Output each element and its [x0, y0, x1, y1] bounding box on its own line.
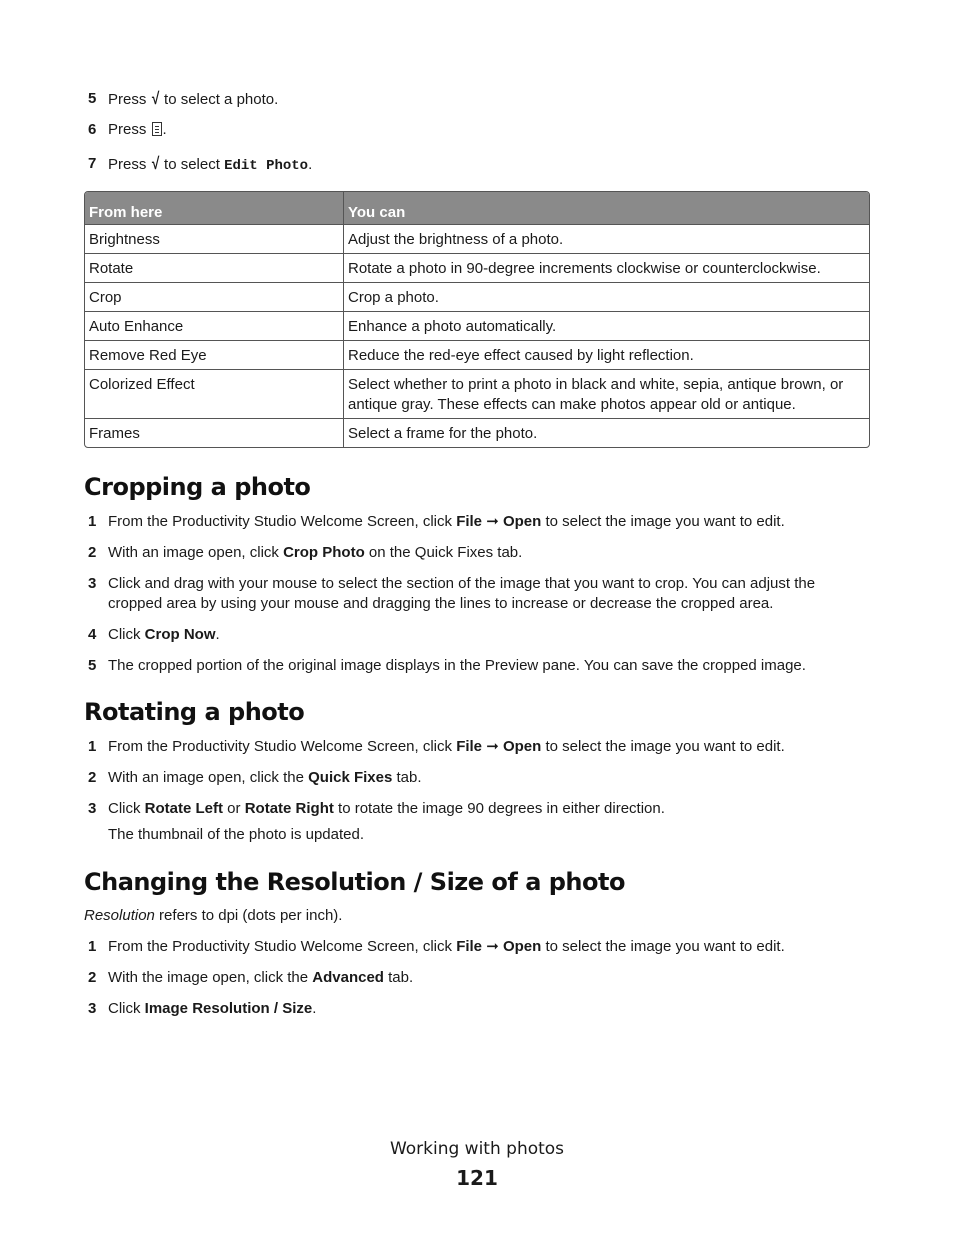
- table-row: [85, 369, 869, 418]
- table-cell: Adjust the brightness of a photo.: [348, 231, 564, 248]
- term-emphasis: Resolution: [84, 907, 155, 924]
- table-cell: Rotate a photo in 90-degree increments clockwise or counterclockwise.: [344, 253, 869, 282]
- step-text: Click and drag with your mouse to select the section of the image that you want to crop. You can adjust the cropped area by using your mouse and dragging the lines to increase or decrease the cropped area.: [108, 575, 816, 612]
- code-text: Edit Photo: [224, 158, 309, 174]
- column-header-from-here: From here: [85, 192, 344, 225]
- menu-open: Open: [502, 938, 542, 955]
- step-text: Press: [108, 156, 151, 173]
- table-cell: Enhance a photo automatically.: [344, 311, 869, 340]
- step-number: 2: [88, 769, 97, 786]
- step-number: 5: [88, 657, 97, 674]
- table-row: [85, 418, 869, 447]
- table-cell: Remove Red Eye: [85, 340, 344, 369]
- step-number: 2: [88, 544, 97, 561]
- step-text: to select a photo.: [159, 91, 279, 108]
- step-number: 1: [88, 938, 97, 955]
- table-cell: Crop a photo.: [344, 282, 869, 311]
- table-cell: Select whether to print a photo in black and white, sepia, antique brown, or antique gray. These effects can make photos appear old or antique.: [344, 369, 869, 418]
- table-row: [85, 253, 869, 282]
- step-text: From the Productivity Studio Welcome Screen, click: [108, 738, 457, 755]
- checkmark-icon: √: [151, 154, 159, 173]
- menu-open: Open: [502, 513, 542, 530]
- step-text: From the Productivity Studio Welcome Screen, click: [108, 938, 457, 955]
- step-text: to select the image you want to edit.: [541, 738, 785, 755]
- table-cell: Crop: [85, 282, 344, 311]
- column-header-you-can: You can: [344, 192, 869, 225]
- step-text: or: [223, 800, 245, 817]
- intro-text: refers to dpi (dots per inch).: [154, 907, 343, 924]
- step-text: .: [308, 156, 313, 173]
- step-number: 1: [88, 513, 97, 530]
- step-text: Click: [108, 1000, 145, 1017]
- step-text: The cropped portion of the original image displays in the Preview pane. You can save the cropped image.: [108, 657, 806, 674]
- menu-file: File: [456, 513, 483, 530]
- table-row: [85, 225, 869, 253]
- menu-icon: [152, 122, 162, 136]
- menu-file: File: [456, 738, 483, 755]
- ui-term: Advanced: [312, 969, 384, 986]
- resolution-intro: [84, 906, 342, 926]
- ui-term: Crop Photo: [283, 544, 365, 561]
- table-cell: Rotate: [85, 253, 344, 282]
- ui-term: Crop Now: [144, 626, 216, 643]
- step-number: 5: [88, 90, 97, 107]
- step-number: 4: [88, 626, 97, 643]
- step-text: tab.: [392, 769, 422, 786]
- step-text: .: [162, 121, 167, 138]
- table-cell: Select a frame for the photo.: [344, 418, 869, 447]
- step-number: 3: [88, 575, 97, 592]
- step-number: 6: [88, 121, 97, 138]
- table-row: [85, 340, 869, 369]
- edit-photo-options-table: [84, 191, 870, 448]
- arrow-icon: ➞: [482, 738, 503, 755]
- step-text: From the Productivity Studio Welcome Screen, click: [108, 513, 457, 530]
- table-cell: Auto Enhance: [85, 311, 344, 340]
- ui-term: Image Resolution / Size: [144, 1000, 313, 1017]
- rotating-note: The thumbnail of the photo is updated.: [108, 826, 365, 843]
- footer-chapter-title: Working with photos: [389, 1139, 565, 1159]
- table-row: [85, 311, 869, 340]
- arrow-icon: ➞: [482, 513, 503, 530]
- step-text: Click: [108, 626, 145, 643]
- step-text: tab.: [383, 969, 414, 986]
- heading-rotating: Rotating a photo: [84, 698, 305, 726]
- table-row: [85, 282, 869, 311]
- table-header-row: [85, 192, 869, 225]
- step-text: .: [215, 626, 220, 643]
- checkmark-icon: √: [151, 89, 159, 108]
- table-cell: Brightness: [85, 225, 344, 253]
- step-number: 3: [88, 800, 97, 817]
- step-text: With an image open, click: [108, 544, 284, 561]
- step-number: 7: [88, 155, 97, 172]
- page-number: 121: [456, 1166, 498, 1190]
- step-text: With an image open, click the: [108, 769, 309, 786]
- step-text: Press: [108, 91, 151, 108]
- arrow-icon: ➞: [482, 938, 503, 955]
- step-text: to rotate the image 90 degrees in either direction.: [333, 800, 665, 817]
- menu-open: Open: [502, 738, 542, 755]
- step-text: With the image open, click the: [108, 969, 313, 986]
- step-text: to select: [159, 156, 225, 173]
- ui-term: Quick Fixes: [308, 769, 393, 786]
- step-text: .: [312, 1000, 317, 1017]
- step-number: 3: [88, 1000, 97, 1017]
- heading-cropping: Cropping a photo: [84, 473, 311, 501]
- menu-file: File: [456, 938, 483, 955]
- ui-term: Rotate Right: [244, 800, 334, 817]
- table-cell: Frames: [85, 418, 344, 447]
- table-cell: Colorized Effect: [85, 369, 344, 418]
- ui-term: Rotate Left: [144, 800, 224, 817]
- step-text: on the Quick Fixes tab.: [364, 544, 523, 561]
- step-number: 1: [88, 738, 97, 755]
- step-text: Click: [108, 800, 145, 817]
- step-number: 2: [88, 969, 97, 986]
- table-cell: Reduce the red-eye effect caused by light reflection.: [344, 340, 869, 369]
- step-text: Press: [108, 121, 151, 138]
- step-text: to select the image you want to edit.: [541, 513, 785, 530]
- heading-resolution: Changing the Resolution / Size of a photo: [84, 868, 625, 896]
- step-text: to select the image you want to edit.: [541, 938, 785, 955]
